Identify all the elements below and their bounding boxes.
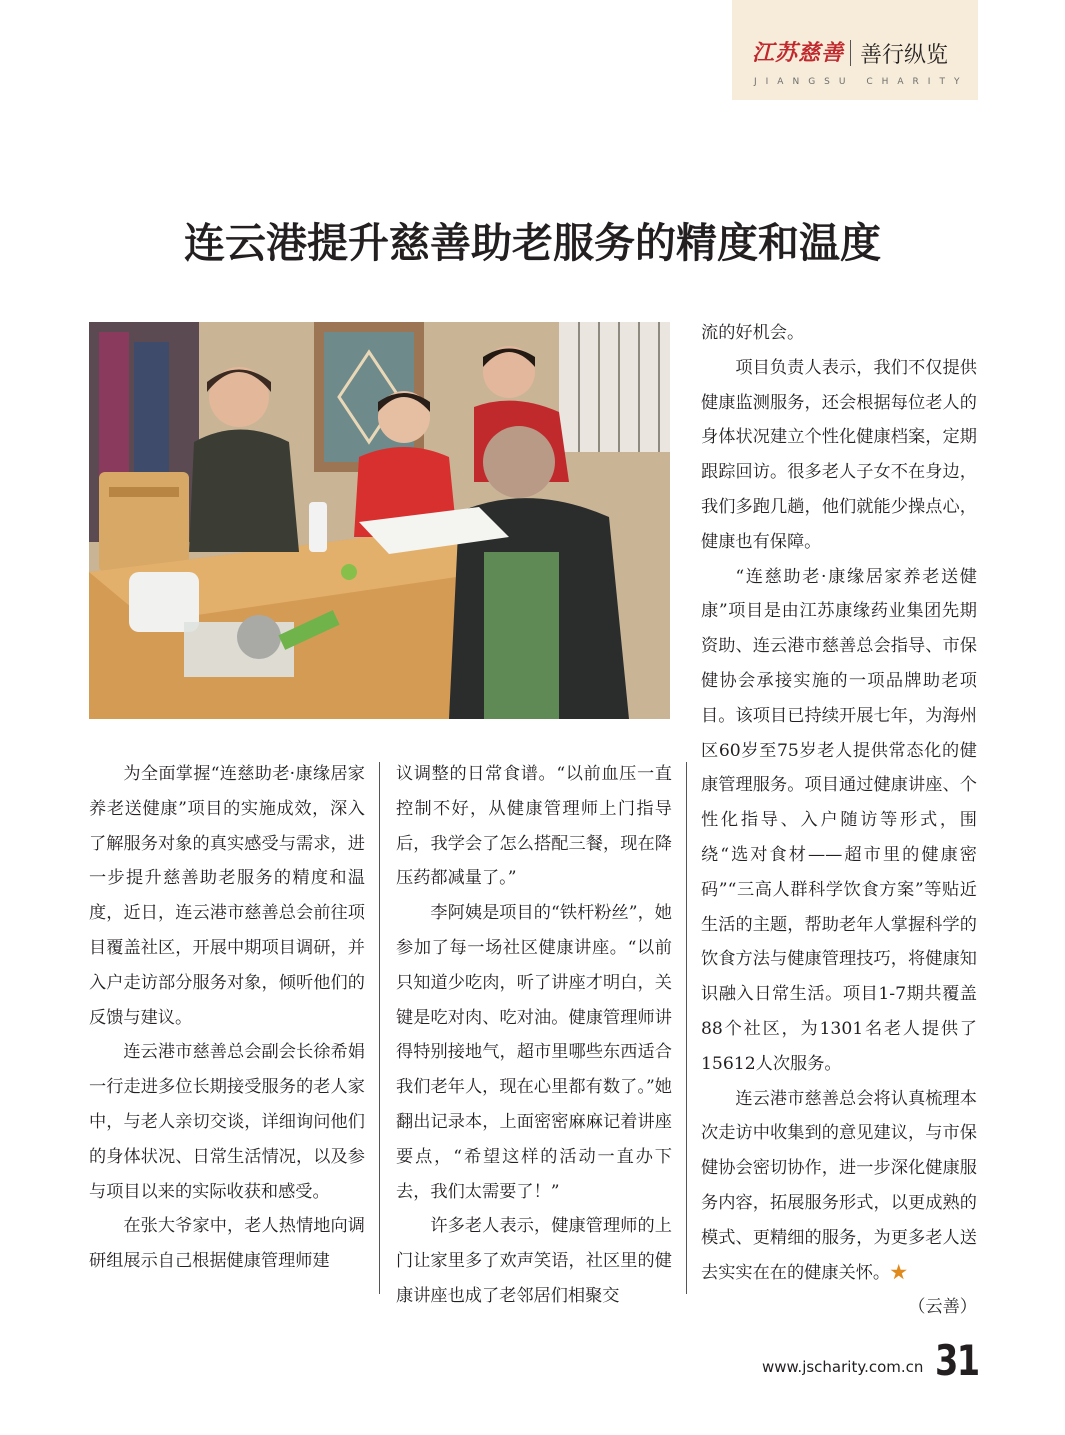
article-column-1 — [89, 757, 365, 1279]
article-title: 连云港提升慈善助老服务的精度和温度 — [184, 219, 881, 267]
paragraph: 在张大爷家中，老人热情地向调研组展示自己根据健康管理师建 — [89, 1216, 365, 1272]
footer-url: www.jscharity.com.cn — [762, 1358, 924, 1376]
paragraph: 项目负责人表示，我们不仅提供健康监测服务，还会根据每位老人的身体状况建立个性化健康档案，定期跟踪回访。很多老人子女不在身边，我们多跑几趟，他们就能少操点心，健康也有保障。 — [701, 357, 977, 552]
article-photo — [89, 322, 670, 719]
paragraph: 李阿姨是项目的“铁杆粉丝”，她参加了每一场社区健康讲座。“以前只知道少吃肉，听了讲座才明白，关键是吃对肉、吃对油。健康管理师讲得特别接地气，超市里哪些东西适合我们老年人，现在心里都有数了。”她翻出记录本，上面密密麻麻记着讲座要点，“希望这样的活动一直办下去，我们太需要了！” — [396, 903, 672, 1202]
paragraph-text: 连云港市慈善总会将认真梳理本次走访中收集到的意见建议，与市保健协会密切协作，进一步深化健康服务内容，拓展服务形式，以更成熟的模式、更精细的服务，为更多老人送去实实在在的健康关怀。 — [701, 1088, 977, 1283]
article-column-3 — [701, 316, 977, 1325]
paragraph: 议调整的日常食谱。“以前血压一直控制不好，从健康管理师上门指导后，我学会了怎么搭配三餐，现在降压药都减量了。” — [396, 764, 672, 889]
paragraph: 许多老人表示，健康管理师的上门让家里多了欢声笑语，社区里的健康讲座也成了老邻居们相聚交 — [396, 1216, 672, 1306]
end-star-icon: ★ — [890, 1262, 908, 1283]
column-divider — [686, 762, 687, 1294]
paragraph: 流的好机会。 — [701, 323, 805, 343]
brand-logo-english: JIANGSU CHARITY — [754, 77, 969, 87]
page-number: 31 — [935, 1336, 979, 1385]
paragraph: 为全面掌握“连慈助老·康缘居家养老送健康”项目的实施成效，深入了解服务对象的真实感受与需求，进一步提升慈善助老服务的精度和温度，近日，连云港市慈善总会前往项目覆盖社区，开展中期项目调研，并入户走访部分服务对象，倾听他们的反馈与建议。 — [89, 764, 365, 1028]
photo-volunteers-visiting-elderly-icon — [89, 322, 670, 719]
section-name: 善行纵览 — [860, 43, 949, 68]
article-column-2 — [396, 757, 672, 1314]
byline: （云善） — [908, 1297, 977, 1318]
paragraph: “连慈助老·康缘居家养老送健康”项目是由江苏康缘药业集团先期资助、连云港市慈善总会指导、市保健协会承接实施的一项品牌助老项目。该项目已持续开展七年，为海州区60岁至75岁老人提供常态化的健康管理服务。项目通过健康讲座、个性化指导、入户随访等形式，围绕“选对食材——超市里的健康密码”“三高人群科学饮食方案”等贴近生活的主题，帮助老年人掌握科学的饮食方法与健康管理技巧，将健康知识融入日常生活。项目1-7期共覆盖88个社区，为1301名老人提供了15612人次服务。 — [701, 566, 977, 1074]
header-tab — [732, 0, 978, 100]
paragraph-final — [701, 1082, 977, 1318]
column-divider — [379, 762, 380, 1294]
brand-logo: 江苏慈善 — [752, 40, 845, 66]
brand-divider — [850, 40, 851, 66]
paragraph: 连云港市慈善总会副会长徐希娟一行走进多位长期接受服务的老人家中，与老人亲切交谈，详细询问他们的身体状况、日常生活情况，以及参与项目以来的实际收获和感受。 — [89, 1042, 365, 1202]
